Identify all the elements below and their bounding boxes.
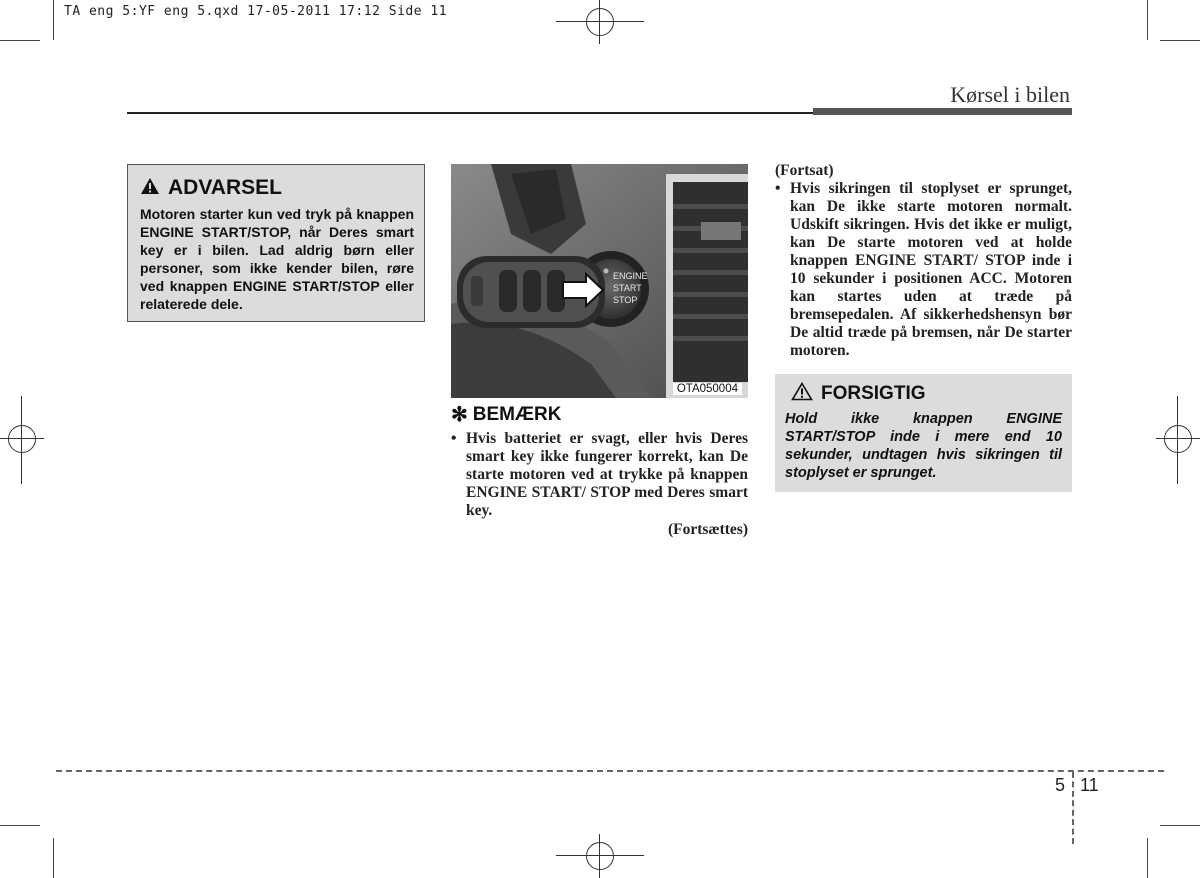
registration-line: [599, 834, 600, 878]
note-continued: (Fortsættes): [667, 521, 748, 538]
note-body: [451, 430, 748, 539]
asterisk-icon: ✻: [451, 404, 468, 426]
button-label: START: [613, 283, 642, 293]
button-label: STOP: [613, 295, 638, 305]
figure-photo: [451, 164, 748, 398]
registration-line: [21, 396, 22, 484]
crop-mark: [53, 0, 54, 40]
button-label: ENGINE: [613, 271, 648, 281]
figure-caption: OTA050004: [673, 383, 742, 395]
crop-mark: [0, 40, 40, 41]
bullet-dot: •: [451, 430, 457, 447]
continued-bullet-text: Hvis sikringen til stoplyset er sprunget, kan De ikke starte motoren normalt. Udskift sikringen. Hvis det ikke er muligt, kan De starte motoren ved at holde knappen ENGINE START/ STOP inde i 10 sekunder i positionen ACC. Motoren kan startes uden at træde på bremsepedalen. Af sikkerhedshensyn bør De altid træde på bremsen, når De starter motoren.: [790, 180, 1072, 359]
crop-mark: [0, 825, 40, 826]
warning-title: ADVARSEL: [168, 176, 282, 199]
warning-text: Motoren starter kun ved tryk på knappen ENGINE START/STOP, når Deres smart key er i bilen. Lad aldrig børn eller personer, som ikke kender bilen, røre ved knappen ENGINE START/STOP eller relaterede dele.: [140, 206, 414, 312]
caution-header: [791, 382, 1062, 406]
crop-mark: [1160, 40, 1200, 41]
warning-box: [127, 164, 425, 322]
crop-mark: [1147, 0, 1148, 40]
caution-box: [775, 374, 1072, 492]
continued-column: [775, 162, 1072, 360]
printer-slug: TA eng 5:YF eng 5.qxd 17-05-2011 17:12 Side 11: [64, 4, 448, 19]
page-number: 11: [1080, 775, 1099, 795]
crop-mark: [1147, 838, 1148, 878]
note-bullet-text: Hvis batteriet er svagt, eller hvis Deres smart key ikke fungerer korrekt, kan De starte motoren ved at trykke på knappen ENGINE START/ STOP med Deres smart key.: [466, 430, 748, 519]
footer-dashed-rule: [56, 770, 1164, 772]
note-title: BEMÆRK: [472, 404, 562, 425]
registration-line: [599, 0, 600, 44]
caution-text: Hold ikke knappen ENGINE START/STOP inde i mere end 10 sekunder, undtagen hvis sikringen til stoplyset er sprunget.: [785, 411, 1062, 481]
bullet-dot: •: [775, 180, 781, 197]
crop-mark: [1160, 825, 1200, 826]
note-heading: [451, 404, 561, 426]
warning-triangle-icon: [140, 177, 160, 200]
note-bullet: [451, 430, 748, 520]
continued-bullet: [775, 180, 1072, 360]
footer-dashed-divider: [1072, 772, 1074, 844]
registration-line: [1177, 396, 1178, 484]
smart-key-start-button-illustration: [451, 164, 748, 398]
header-bar: [813, 108, 1072, 115]
warning-header: [140, 175, 414, 201]
section-title: Kørsel i bilen: [950, 82, 1070, 107]
header-rule: [127, 112, 813, 114]
caution-title: FORSIGTIG: [821, 383, 926, 404]
page-section-number: 5: [1055, 775, 1066, 795]
crop-mark: [53, 838, 54, 878]
continued-label: (Fortsat): [775, 162, 834, 179]
caution-triangle-icon: [791, 382, 813, 406]
